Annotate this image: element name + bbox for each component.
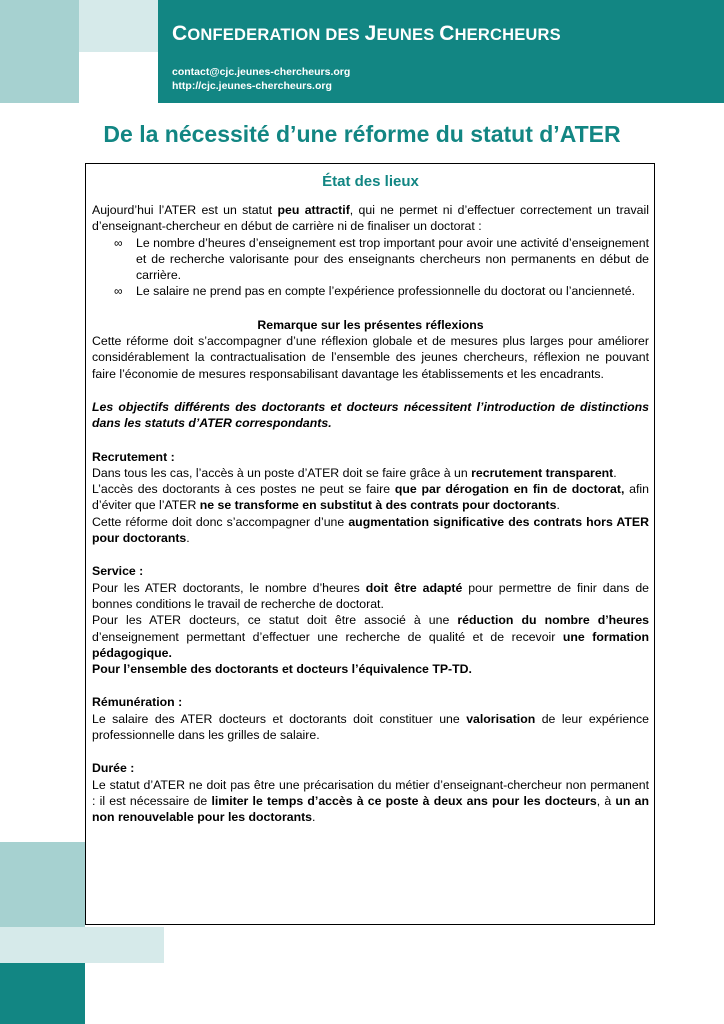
spacer bbox=[92, 743, 649, 760]
text: de leur expérience professionnelle dans les grilles de salaire. bbox=[92, 711, 650, 743]
recrutement-p3 bbox=[92, 514, 649, 547]
spacer bbox=[92, 382, 649, 399]
bold-text: un an non renouvelable pour les doctorants bbox=[92, 793, 649, 825]
title-cap-1: C bbox=[172, 22, 188, 45]
title-sm-2: EUNES bbox=[376, 26, 440, 44]
bold-text: doit être adapté bbox=[365, 580, 463, 595]
website-link[interactable]: http://cjc.jeunes-chercheurs.org bbox=[172, 80, 332, 92]
duree-heading bbox=[92, 760, 649, 776]
objectifs-paragraph: Les objectifs différents des doctorants et docteurs nécessitent l’introduction de distinctions dans les statuts d’ATER correspondants. bbox=[92, 399, 649, 431]
bold-text: Pour l’ensemble des doctorants et docteurs l’équivalence TP-TD. bbox=[92, 662, 472, 677]
remarque-heading: Remarque sur les présentes réflexions bbox=[257, 317, 484, 332]
service-p2 bbox=[92, 612, 649, 661]
text: Cette réforme doit donc s’accompagner d’une bbox=[92, 514, 349, 529]
remuneration-heading-text: Rémunération : bbox=[92, 695, 183, 710]
bold-text: augmentation significative des contrats hors ATER pour doctorants bbox=[92, 514, 649, 546]
text: pour permettre de finir dans de bonnes conditions le travail de recherche de doctorat. bbox=[92, 580, 650, 611]
title-sm-1: ONFEDERATION DES bbox=[187, 26, 365, 44]
deco-block-bottom-3 bbox=[85, 927, 164, 963]
intro-text-2: , qui ne permet ni d’effectuer correctement un travail d’enseignant-chercheur en début de carrière ni de finaliser un doctorat : bbox=[92, 203, 649, 234]
text: Pour les ATER doctorants, le nombre d’heures bbox=[92, 580, 366, 595]
contact-email[interactable]: contact@cjc.jeunes-chercheurs.org bbox=[172, 66, 351, 78]
deco-block-top-left-light bbox=[0, 0, 79, 52]
text: . bbox=[556, 498, 560, 513]
infinity-bullet-icon: ∞ bbox=[114, 235, 123, 250]
remarque-paragraph: Cette réforme doit s’accompagner d’une réflexion globale et de mesures plus larges pour améliorer considérablement la contractualisation de l’ensemble des jeunes chercheurs, réflexion ne pouvant faire l’économie de mesures responsabilisant davantage les établissements et les encadrants. bbox=[92, 334, 649, 381]
text: Le statut d’ATER ne doit pas être une précarisation du métier d’enseignant-chercheur non permanent : il est nécessaire de bbox=[92, 777, 649, 808]
service-heading-text: Service : bbox=[92, 564, 144, 579]
text: Dans tous les cas, l’accès à un poste d’ATER doit se faire grâce à un bbox=[92, 465, 472, 480]
bold-text: valorisation bbox=[466, 711, 536, 726]
service-p1 bbox=[92, 580, 649, 613]
duree-p1 bbox=[92, 777, 649, 826]
bullet-text: Le salaire ne prend pas en compte l’expérience professionnelle du doctorat ou l’ancienneté. bbox=[136, 284, 636, 299]
text: Pour les ATER docteurs, ce statut doit être associé à une bbox=[92, 613, 458, 628]
deco-block-bottom-4 bbox=[0, 963, 85, 1024]
etat-heading: État des lieux bbox=[322, 173, 419, 190]
spacer bbox=[92, 677, 649, 694]
spacer bbox=[92, 546, 649, 563]
deco-block-bottom-1 bbox=[0, 842, 85, 927]
deco-block-bottom-2 bbox=[0, 927, 85, 963]
remuneration-p1 bbox=[92, 711, 649, 744]
service-heading bbox=[92, 563, 649, 579]
intro-paragraph bbox=[92, 202, 649, 235]
organization-title bbox=[172, 22, 561, 46]
document-title: De la nécessité d’une réforme du statut d’ATER bbox=[103, 121, 621, 147]
bold-text: réduction du nombre d’heures bbox=[457, 613, 649, 628]
title-cap-2: J bbox=[364, 22, 377, 45]
deco-block-mid-white bbox=[79, 52, 158, 103]
title-sm-3: HERCHEURS bbox=[454, 26, 561, 44]
etat-bullet-list bbox=[92, 235, 649, 300]
text: . bbox=[186, 531, 190, 546]
list-item bbox=[92, 283, 649, 299]
bold-text: recrutement transparent bbox=[471, 465, 614, 480]
bold-text: que par dérogation en fin de doctorat, bbox=[394, 482, 625, 497]
bold-text: limiter le temps d’accès à ce poste à deux ans pour les docteurs bbox=[211, 793, 597, 808]
text: . bbox=[613, 465, 617, 480]
text: Le salaire des ATER docteurs et doctorants doit constituer une bbox=[92, 711, 467, 726]
recrutement-heading-text: Recrutement : bbox=[92, 449, 175, 464]
text: , à bbox=[596, 793, 616, 808]
recrutement-p2 bbox=[92, 481, 649, 514]
service-p3 bbox=[92, 661, 649, 677]
duree-heading-text: Durée : bbox=[92, 761, 135, 776]
list-item bbox=[92, 235, 649, 284]
intro-text-1: Aujourd’hui l’ATER est un statut bbox=[92, 203, 278, 217]
bullet-text: Le nombre d’heures d’enseignement est trop important pour avoir une activité d’enseignement et de recherche valorisante pour des enseignants chercheurs non permanents en début de carrière. bbox=[136, 235, 649, 283]
text: d’enseignement permettant d’effectuer une recherche de qualité et de recevoir bbox=[92, 629, 563, 644]
remuneration-heading bbox=[92, 694, 649, 710]
infinity-bullet-icon: ∞ bbox=[114, 284, 123, 299]
text: afin d’éviter que l’ATER bbox=[92, 482, 650, 513]
text: L’accès des doctorants à ces postes ne peut se faire bbox=[92, 482, 395, 497]
bold-text: ne se transforme en substitut à des contrats pour doctorants bbox=[199, 498, 557, 513]
bold-text: une formation pédagogique. bbox=[92, 629, 649, 660]
title-cap-3: C bbox=[439, 22, 455, 45]
recrutement-p1 bbox=[92, 465, 649, 481]
spacer bbox=[92, 300, 649, 317]
deco-block-top-white bbox=[79, 0, 158, 52]
recrutement-heading bbox=[92, 449, 649, 465]
intro-bold: peu attractif bbox=[277, 203, 350, 217]
document-body bbox=[92, 172, 649, 826]
spacer bbox=[92, 432, 649, 449]
text: . bbox=[312, 810, 316, 825]
deco-block-mid-left bbox=[0, 52, 79, 103]
